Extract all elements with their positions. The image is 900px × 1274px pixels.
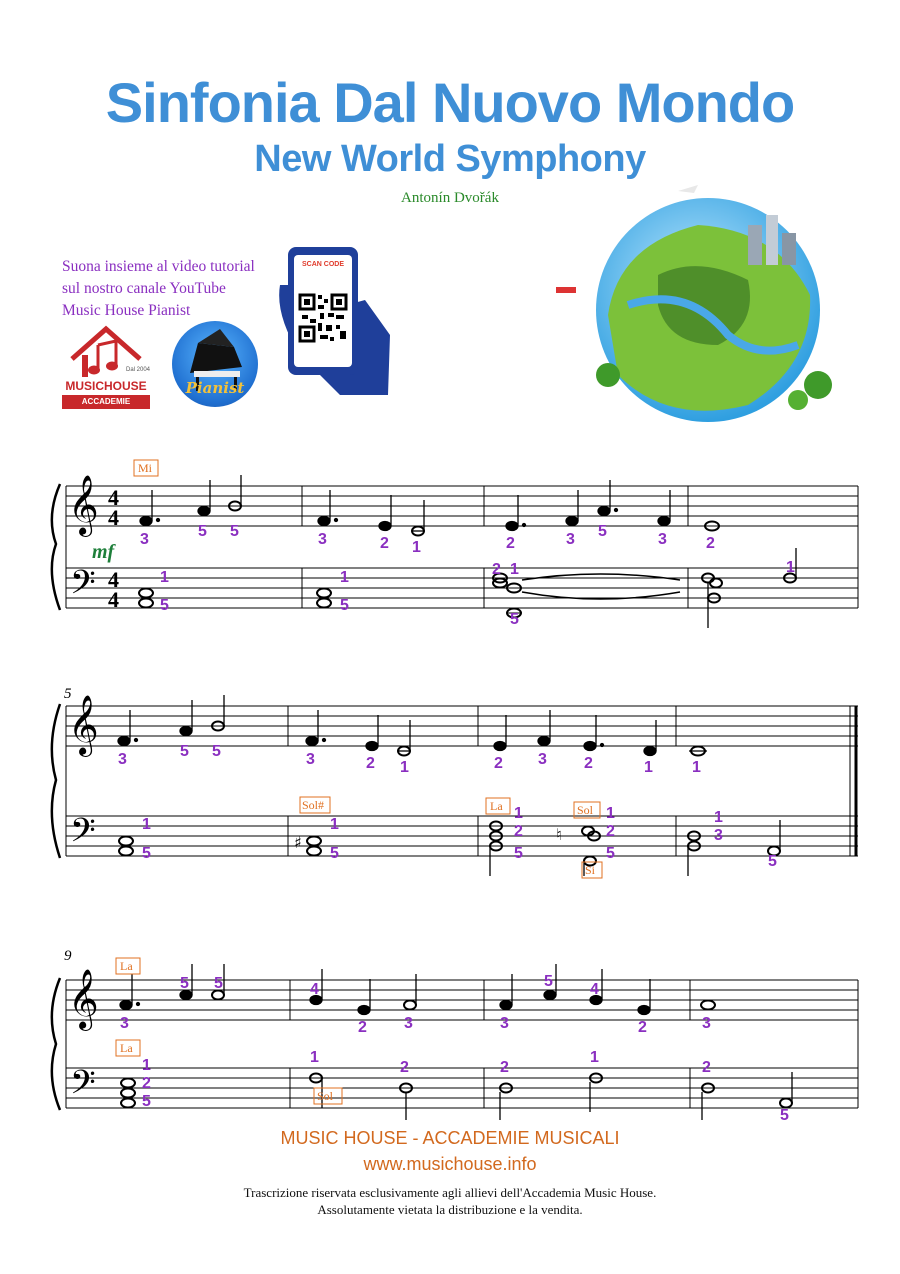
clefs <box>68 475 119 1110</box>
svg-text:5: 5 <box>606 845 615 862</box>
svg-text:3: 3 <box>566 531 575 548</box>
promo-line: Music House Pianist <box>62 302 191 319</box>
measure-number: 5 <box>64 686 72 702</box>
svg-text:5: 5 <box>768 853 777 870</box>
measure-number: 9 <box>64 948 72 964</box>
svg-text:2: 2 <box>400 1059 409 1076</box>
svg-text:2: 2 <box>142 1075 151 1092</box>
svg-text:5: 5 <box>780 1107 789 1120</box>
musichouse-sub: ACCADEMIE MUSICALI <box>62 395 150 409</box>
note-label: La <box>120 959 133 973</box>
page-subtitle: New World Symphony <box>254 138 646 180</box>
svg-text:5: 5 <box>142 845 151 862</box>
svg-text:2: 2 <box>606 823 615 840</box>
phone-hand-icon <box>270 245 395 405</box>
svg-text:4: 4 <box>108 505 119 530</box>
svg-text:2: 2 <box>506 535 515 552</box>
svg-text:1: 1 <box>714 809 723 826</box>
svg-text:5: 5 <box>330 845 339 862</box>
svg-text:4: 4 <box>108 567 119 592</box>
system-2 <box>52 704 858 858</box>
svg-text:1: 1 <box>412 539 421 556</box>
note-label: La <box>490 799 503 813</box>
svg-text:3: 3 <box>118 751 127 768</box>
svg-text:2: 2 <box>380 535 389 552</box>
svg-text:5: 5 <box>180 743 189 760</box>
treble-clef-icon: 𝄞 <box>68 475 99 535</box>
svg-text:2: 2 <box>492 561 501 578</box>
svg-text:3: 3 <box>140 531 149 548</box>
fingerings <box>118 523 795 1120</box>
dynamic-marking: mf <box>92 541 115 563</box>
svg-text:2: 2 <box>358 1019 367 1036</box>
treble-clef-icon: 𝄞 <box>68 969 99 1029</box>
website-link[interactable]: www.musichouse.info <box>363 1154 537 1174</box>
system-3 <box>52 978 858 1110</box>
note-label: Si <box>585 863 596 877</box>
bass-notes-system-2 <box>119 820 780 876</box>
svg-text:2: 2 <box>706 535 715 552</box>
svg-text:3: 3 <box>306 751 315 768</box>
svg-text:3: 3 <box>500 1015 509 1032</box>
bass-clef-icon: 𝄢 <box>70 812 96 858</box>
svg-text:3: 3 <box>120 1015 129 1032</box>
svg-text:1: 1 <box>340 569 349 586</box>
svg-text:1: 1 <box>142 816 151 833</box>
world-globe-illustration <box>548 185 848 440</box>
svg-text:5: 5 <box>510 611 519 628</box>
note-label: Mi <box>138 461 153 475</box>
svg-text:1: 1 <box>786 559 795 576</box>
note-label: Sol <box>577 803 594 817</box>
svg-text:3: 3 <box>404 1015 413 1032</box>
svg-text:5: 5 <box>142 1093 151 1110</box>
notice-line: Assolutamente vietata la distribuzione e la vendita. <box>317 1202 583 1217</box>
qr-code-phone[interactable] <box>270 245 395 405</box>
svg-text:5: 5 <box>598 523 607 540</box>
musichouse-name: MUSICHOUSE <box>65 379 147 393</box>
treble-clef-icon: 𝄞 <box>68 695 99 755</box>
svg-text:5: 5 <box>340 597 349 614</box>
promo-line: sul nostro canale YouTube <box>62 280 226 297</box>
svg-text:5: 5 <box>198 523 207 540</box>
svg-text:2: 2 <box>638 1019 647 1036</box>
promo-line: Suona insieme al video tutorial <box>62 258 255 275</box>
house-notes-icon <box>62 325 150 381</box>
musichouse-logo[interactable] <box>62 325 150 420</box>
svg-text:2: 2 <box>702 1059 711 1076</box>
bass-clef-icon: 𝄢 <box>70 1064 96 1110</box>
pianist-label: Pianist <box>185 379 245 397</box>
svg-text:4: 4 <box>108 587 119 612</box>
svg-text:1: 1 <box>400 759 409 776</box>
svg-text:5: 5 <box>160 597 169 614</box>
svg-text:1: 1 <box>606 805 615 822</box>
bass-clef-icon: 𝄢 <box>70 564 96 610</box>
svg-text:1: 1 <box>330 816 339 833</box>
svg-text:1: 1 <box>510 561 519 578</box>
svg-text:5: 5 <box>212 743 221 760</box>
academy-name: MUSIC HOUSE - ACCADEMIE MUSICALI <box>280 1128 620 1148</box>
svg-text:1: 1 <box>160 569 169 586</box>
musichouse-year: Dal 2004 <box>126 367 150 373</box>
svg-text:2: 2 <box>584 755 593 772</box>
bass-notes-system-3 <box>121 1072 792 1120</box>
pianist-logo[interactable] <box>172 321 258 407</box>
system-1 <box>52 484 858 610</box>
scan-code-label: SCAN CODE <box>301 261 344 268</box>
composer-name: Antonín Dvořák <box>401 190 499 206</box>
notes-system-3 <box>120 964 715 1015</box>
svg-text:3: 3 <box>658 531 667 548</box>
copyright-notice <box>0 1184 900 1218</box>
svg-text:5: 5 <box>214 975 223 992</box>
svg-text:2: 2 <box>494 755 503 772</box>
svg-text:1: 1 <box>310 1049 319 1066</box>
svg-text:1: 1 <box>644 759 653 776</box>
svg-text:4: 4 <box>108 485 119 510</box>
svg-text:3: 3 <box>702 1015 711 1032</box>
note-label: Sol <box>317 1089 334 1103</box>
svg-text:1: 1 <box>514 805 523 822</box>
svg-text:5: 5 <box>230 523 239 540</box>
svg-text:1: 1 <box>142 1057 151 1074</box>
svg-text:4: 4 <box>590 981 599 998</box>
svg-text:♯: ♯ <box>294 833 302 852</box>
svg-text:5: 5 <box>544 973 553 990</box>
svg-text:5: 5 <box>514 845 523 862</box>
svg-text:4: 4 <box>310 981 319 998</box>
svg-text:3: 3 <box>318 531 327 548</box>
svg-text:2: 2 <box>366 755 375 772</box>
note-label: La <box>120 1041 133 1055</box>
svg-text:1: 1 <box>692 759 701 776</box>
svg-text:3: 3 <box>714 827 723 844</box>
svg-text:2: 2 <box>500 1059 509 1076</box>
svg-text:♮: ♮ <box>556 825 562 844</box>
page-title: Sinfonia Dal Nuovo Mondo <box>105 71 795 134</box>
svg-text:3: 3 <box>538 751 547 768</box>
svg-text:1: 1 <box>590 1049 599 1066</box>
notice-line: Trascrizione riservata esclusivamente agli allievi dell'Accademia Music House. <box>243 1185 657 1200</box>
svg-text:5: 5 <box>180 975 189 992</box>
note-label: Sol# <box>302 798 325 812</box>
svg-text:2: 2 <box>514 823 523 840</box>
qr-code-icon <box>298 293 348 343</box>
sheet-music-score <box>0 440 900 1120</box>
promo-text <box>62 256 255 322</box>
